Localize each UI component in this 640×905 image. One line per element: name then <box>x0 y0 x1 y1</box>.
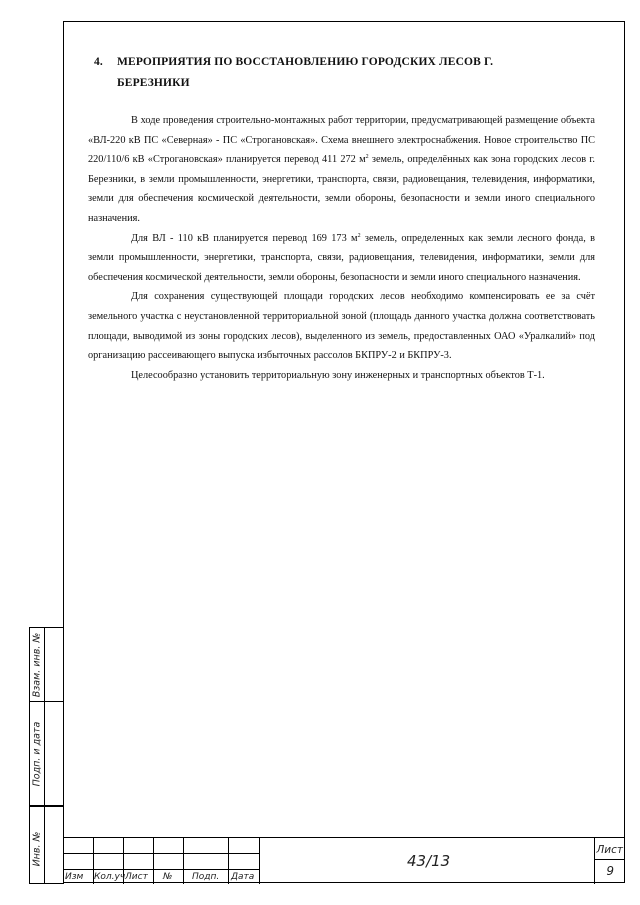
section-heading <box>94 52 594 94</box>
stamp-col-number: № <box>163 872 173 882</box>
paragraph-3: Для сохранения существующей площади городских лесов необходимо компенсировать ее за счёт земельного участка с неустановленной территориальной зоной (площадь данного участка должна соответствовать площади, выводимой из зоны городских лесов), выделенного из земель, предоставленных ОАО «Уралкалий» под организацию рассеивающего выпуска избыточных рассолов БКПРУ-2 и БКПРУ-3. <box>88 291 595 362</box>
stamp-col-kol-uch: Кол.уч <box>94 872 126 882</box>
side-label-inv-podl: Инв. № <box>31 831 43 867</box>
stamp-col-podp: Подп. <box>192 872 220 882</box>
stamp-col-izm: Изм <box>65 872 84 882</box>
section-title-line1: МЕРОПРИЯТИЯ ПО ВОССТАНОВЛЕНИЮ ГОРОДСКИХ ЛЕСОВ Г. <box>117 56 494 68</box>
document-code: 43/13 <box>407 852 451 870</box>
side-label-vzam-inv: Взам. инв. № <box>31 632 43 698</box>
paragraph-2: Для ВЛ - 110 кВ планируется перевод 169 173 $м^2$ земель, определенных как земли лесного фонда, в земли промышленности, энергетики, транспорта, связи, радиовещания, телевидения, информатики, земли для обеспечения космической деятельности, земли обороны, безопасности и земли иного специального назначения. <box>88 232 595 283</box>
side-field-vzam-inv <box>29 627 64 702</box>
paragraph-1: В ходе проведения строительно-монтажных работ территории, предусматривающей размещение объекта «ВЛ-220 кВ ПС «Северная» - ПС «Строгановская». Схема внешнего электроснабжения. Новое строительство ПС 220/110/6 кВ «Строгановская» планируется перевод 411 272 $м^2$ земель, определённых как зона городских лесов г. Березники, в земли промышленности, энергетики, транспорта, связи, радиовещания, телевидения, информатики, земли для обеспечения космической деятельности, земли обороны, безопасности и земли иного специального назначения. <box>88 115 595 224</box>
stamp-col-data: Дата <box>231 872 255 882</box>
section-number: 4. <box>94 56 103 68</box>
side-label-podp-data: Подп. и дата <box>31 721 43 787</box>
side-field-podp-data <box>29 702 64 806</box>
sheet-number: 9 <box>606 864 614 878</box>
section-title-line2: БЕРЕЗНИКИ <box>117 77 190 89</box>
paragraph-4: Целесообразно установить территориальную зону инженерных и транспортных объектов Т-1. <box>131 369 545 381</box>
title-block <box>63 837 625 884</box>
stamp-col-list: Лист <box>125 872 148 882</box>
sheet-label: Лист <box>596 844 623 856</box>
body-text <box>88 111 595 385</box>
side-field-inv-podl <box>29 806 64 884</box>
